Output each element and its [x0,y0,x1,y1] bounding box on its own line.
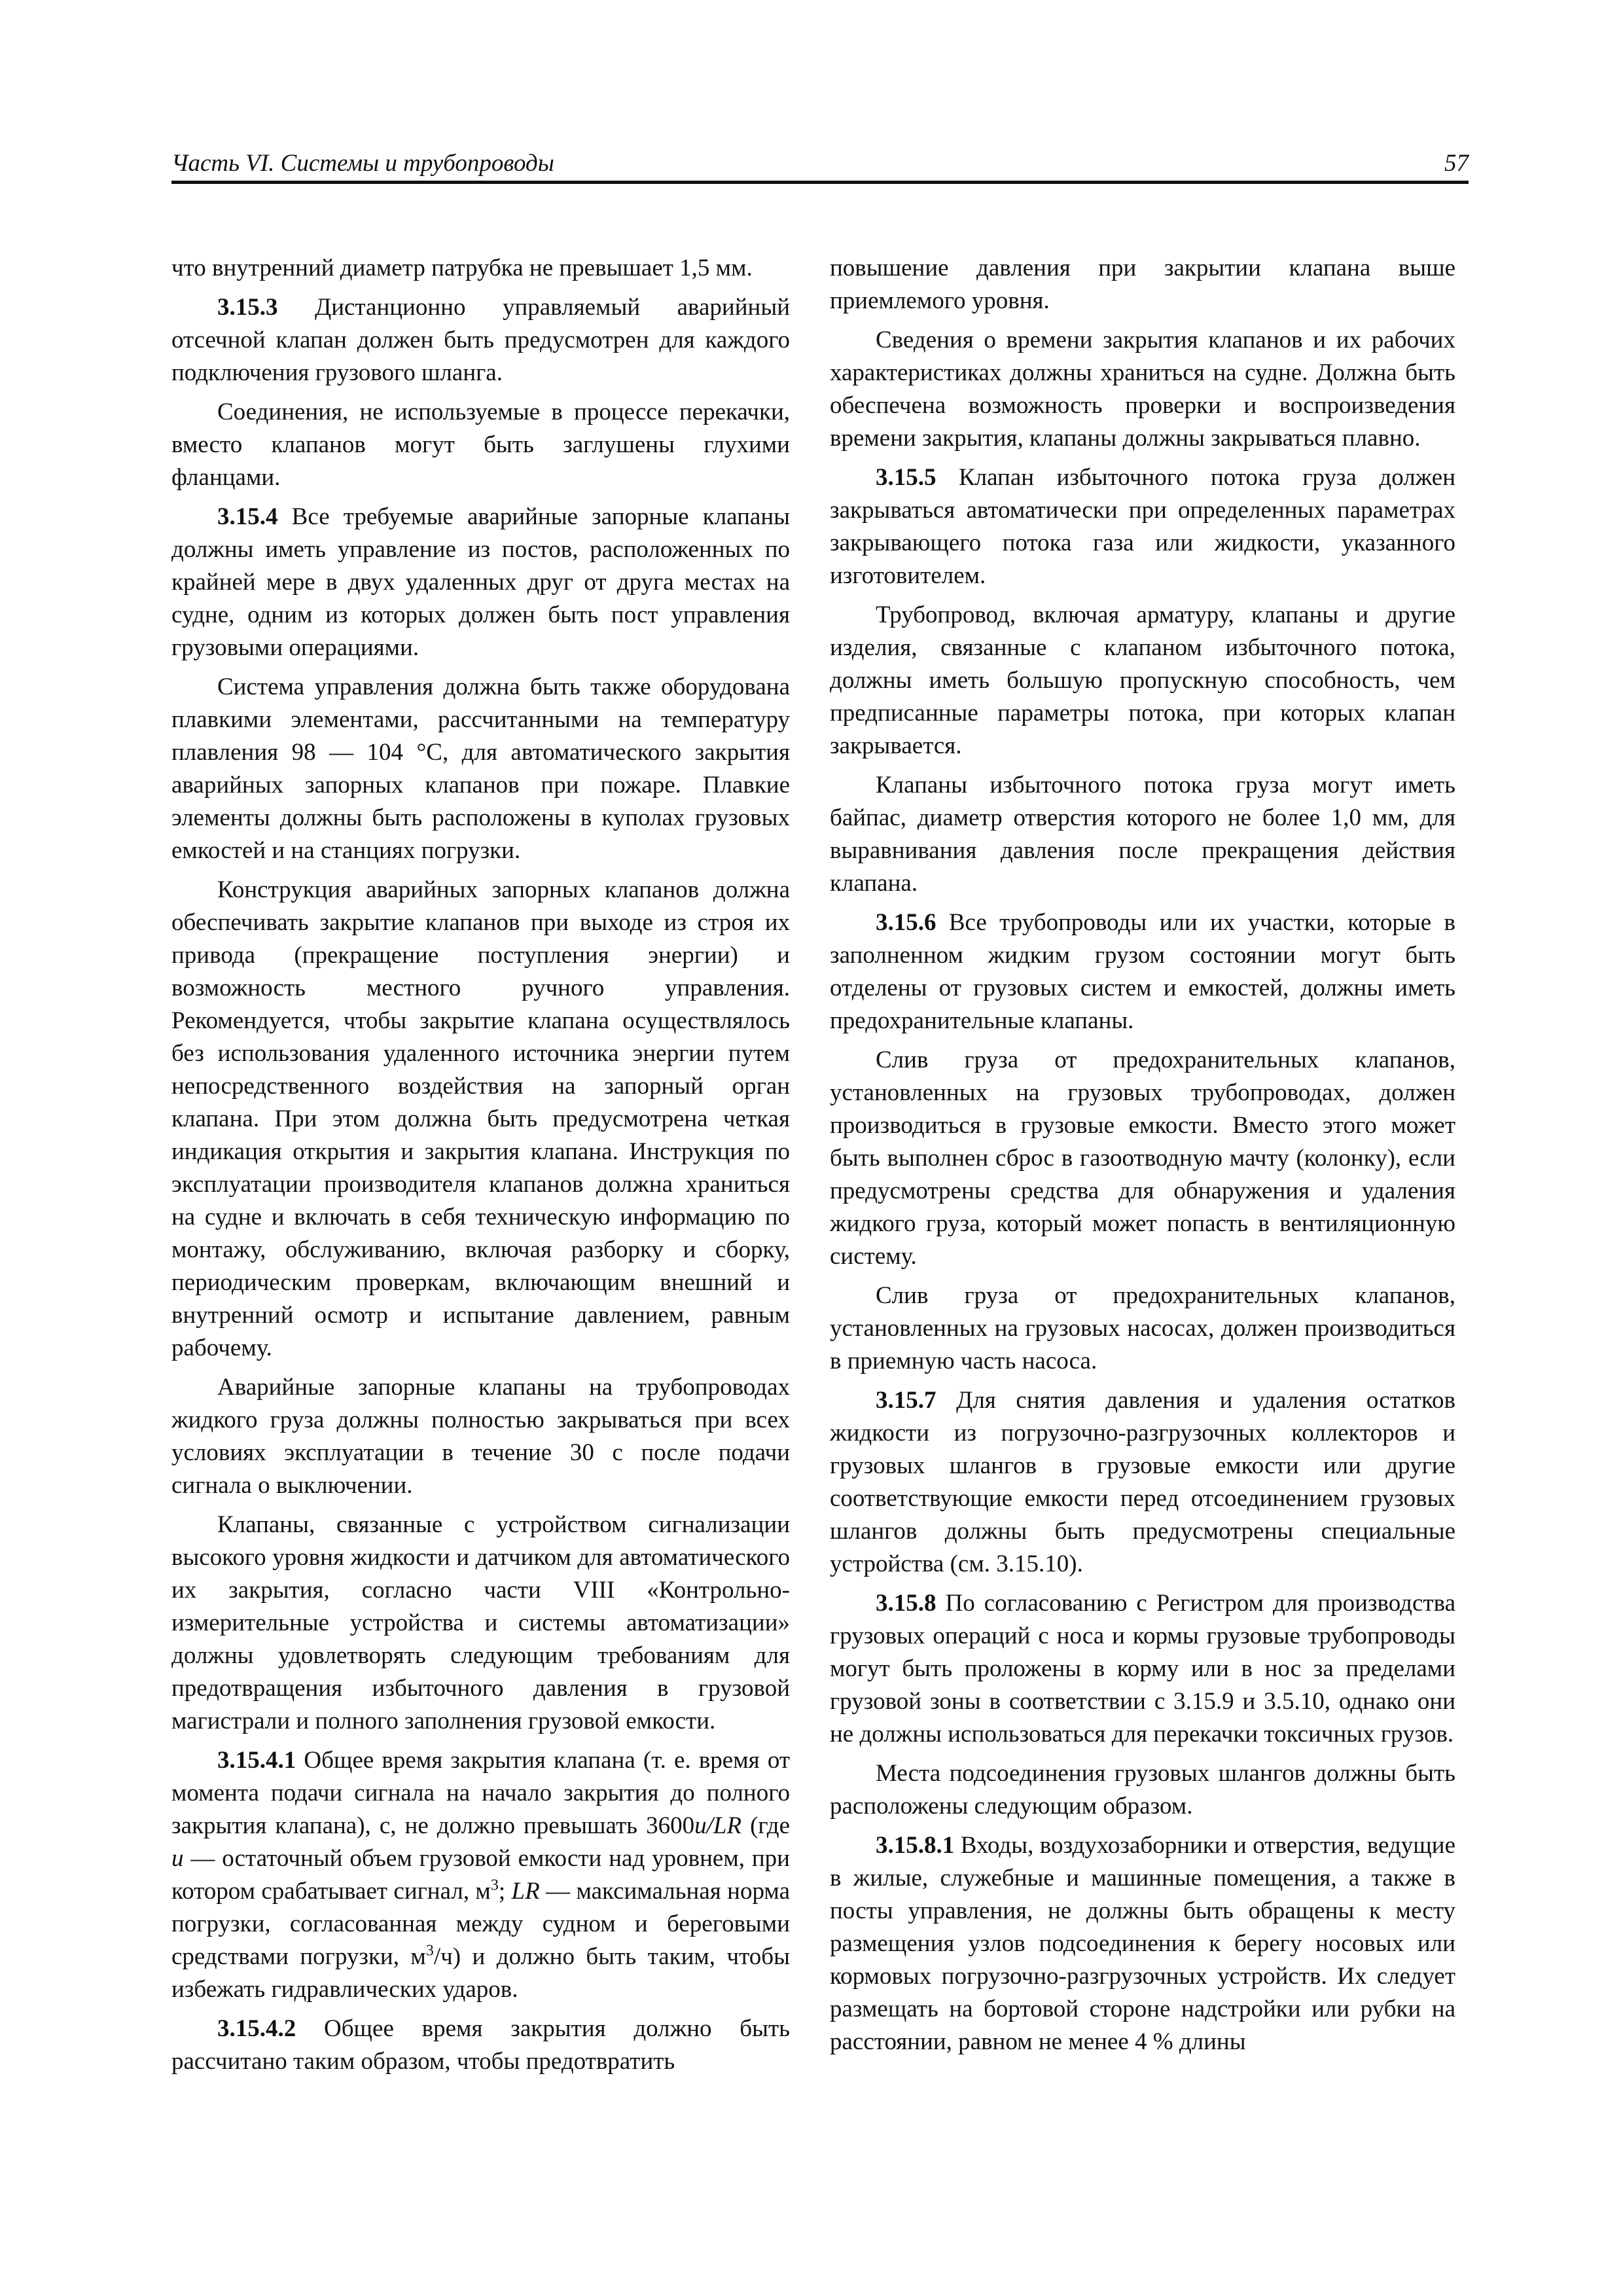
paragraph: что внутренний диаметр патрубка не превышает 1,5 мм. [171,255,753,281]
page-number: 57 [1444,150,1469,177]
paragraph: Слив груза от предохранительных клапанов, установленных на грузовых трубопроводах, должен производиться в грузовые емкости. Вместо этого может быть выполнен сброс в газоотводную мачту (колонку), если предусмотрены средства для обнаружения и удаления жидкого груза, который может попасть в вентиляционную систему. [830,1047,1455,1270]
paragraph-text: Все трубопроводы или их участки, которые в заполненном жидким грузом состоянии могут быть отделены от грузовых систем и емкостей, должны иметь предохранительные клапаны. [830,909,1455,1034]
paragraph: Слив груза от предохранительных клапанов, установленных на грузовых насосах, должен производиться в приемную часть насоса. [830,1282,1455,1374]
superscript: 3 [425,1942,434,1960]
formula: u/LR [694,1812,742,1839]
paragraph: Система управления должна быть также оборудована плавкими элементами, рассчитанными на температуру плавления 98 — 104 °С, для автоматического закрытия аварийных запорных клапанов при пожаре. Плавкие элементы должны быть расположены в куполах грузовых емкостей и на станциях погрузки. [171,673,790,864]
paragraph-text: — остаточный объем грузовой емкости над уровнем, при котором срабатывает сигнал, м [171,1845,790,1905]
clause-number: 3.15.5 [876,464,936,491]
paragraph-text: Клапан избыточного потока груза должен закрываться автоматически при определенных параметрах закрывающего потока газа или жидкости, указанного изготовителем. [830,464,1455,589]
paragraph-text: /ч) и должно быть таким, чтобы избежать гидравлических ударов. [171,1943,790,2003]
clause-number: 3.15.3 [217,294,278,321]
paragraph-text: Все требуемые аварийные запорные клапаны должны иметь управление из постов, расположенных по крайней мере в двух удаленных друг от друга местах на судне, одним из которых должен быть пост управления грузовыми операциями. [171,503,790,661]
formula-var: u [171,1845,184,1872]
right-column [830,252,1455,2065]
paragraph-text: (где [741,1812,791,1839]
clause-number: 3.15.7 [876,1387,936,1414]
paragraph: Соединения, не используемые в процессе перекачки, вместо клапанов могут быть заглушены глухими фланцами. [171,399,790,491]
clause-number: 3.15.4 [217,503,278,530]
paragraph-text: — максимальная норма погрузки, согласованная между судном и береговыми средствами погрузки, м [171,1878,790,1970]
paragraph-text: По согласованию с Регистром для производства грузовых операций с носа и кормы грузовые трубопроводы могут быть проложены в корму или в нос за пределами грузовой зоны в соответствии с 3.15.9 и 3.5.10, однако они не должны использоваться для перекачки токсичных грузов. [830,1590,1455,1748]
paragraph: Трубопровод, включая арматуру, клапаны и другие изделия, связанные с клапаном избыточного потока, должны иметь большую пропускную способность, чем предписанные параметры потока, при которых клапан закрывается. [830,601,1455,759]
paragraph-text: Дистанционно управляемый аварийный отсечной клапан должен быть предусмотрен для каждого подключения грузового шланга. [171,294,790,386]
paragraph-text: Общее время закрытия должно быть рассчитано таким образом, чтобы предотвратить [171,2015,790,2075]
paragraph-3-15-7 [830,1384,1455,1581]
header-title: Часть VI. Системы и трубопроводы [171,150,554,177]
paragraph-3-15-6 [830,906,1455,1037]
superscript: 3 [490,1876,499,1894]
paragraph-3-15-3 [171,291,790,389]
paragraph-3-15-8 [830,1587,1455,1751]
clause-number: 3.15.4.1 [217,1747,296,1774]
paragraph-3-15-8-1 [830,1829,1455,2058]
clause-number: 3.15.4.2 [217,2015,296,2042]
clause-number: 3.15.6 [876,909,936,936]
paragraph: Места подсоединения грузовых шлангов должны быть расположены следующим образом. [830,1760,1455,1820]
left-column [171,252,790,2085]
paragraph: Клапаны, связанные с устройством сигнализации высокого уровня жидкости и датчиком для автоматического их закрытия, согласно части VIII «Контрольно-измерительные устройства и системы автоматизации» должны удовлетворять следующим требованиям для предотвращения избыточного давления в грузовой магистрали и полного заполнения грузовой емкости. [171,1511,790,1734]
paragraph-text: ; [498,1878,512,1905]
clause-number: 3.15.8.1 [876,1832,955,1859]
paragraph-text: Для снятия давления и удаления остатков жидкости из погрузочно-разгрузочных коллекторов и грузовых шлангов в грузовые емкости или другие соответствующие емкости перед отсоединением грузовых шлангов должны быть предусмотрены специальные устройства (см. 3.15.10). [830,1387,1455,1577]
paragraph: Конструкция аварийных запорных клапанов должна обеспечивать закрытие клапанов при выходе из строя их привода (прекращение поступления энергии) и возможность местного ручного управления. Рекомендуется, чтобы закрытие клапана осуществлялось без использования удаленного источника энергии путем непосредственного воздействия на запорный орган клапана. При этом должна быть предусмотрена четкая индикация открытия и закрытия клапана. Инструкция по эксплуатации производителя клапанов должна храниться на судне и включать в себя техническую информацию по монтажу, обслуживанию, включая разборку и сборку, периодическим проверкам, включающим внешний и внутренний осмотр и испытание давлением, равным рабочему. [171,876,790,1361]
paragraph-text: Общее время закрытия клапана (т. е. время от момента подачи сигнала на начало закрытия до полного закрытия клапана), с, не должно превышать 3600 [171,1747,790,1839]
formula-var: LR [511,1878,540,1905]
running-header [171,143,1469,184]
paragraph: Клапаны избыточного потока груза могут иметь байпас, диаметр отверстия которого не более 1,0 мм, для выравнивания давления после прекращения действия клапана. [830,772,1455,897]
paragraph: Сведения о времени закрытия клапанов и их рабочих характеристиках должны храниться на судне. Должна быть обеспечена возможность проверки и воспроизведения времени закрытия, клапаны должны закрываться плавно. [830,327,1455,452]
paragraph-3-15-5 [830,461,1455,592]
paragraph: повышение давления при закрытии клапана выше приемлемого уровня. [830,255,1455,314]
paragraph-3-15-4-2 [171,2013,790,2078]
paragraph-3-15-4 [171,501,790,664]
paragraph-3-15-4-1 [171,1744,790,2006]
paragraph-text: Входы, воздухозаборники и отверстия, ведущие в жилые, служебные и машинные помещения, а также в посты управления, не должны быть обращены к месту размещения узлов подсоединения к берегу носовых или кормовых погрузочно-разгрузочных устройств. Их следует размещать на бортовой стороне надстройки или рубки на расстоянии, равном не менее 4 % длины [830,1832,1455,2055]
paragraph: Аварийные запорные клапаны на трубопроводах жидкого груза должны полностью закрываться при всех условиях эксплуатации в течение 30 с после подачи сигнала о выключении. [171,1374,790,1499]
clause-number: 3.15.8 [876,1590,936,1617]
